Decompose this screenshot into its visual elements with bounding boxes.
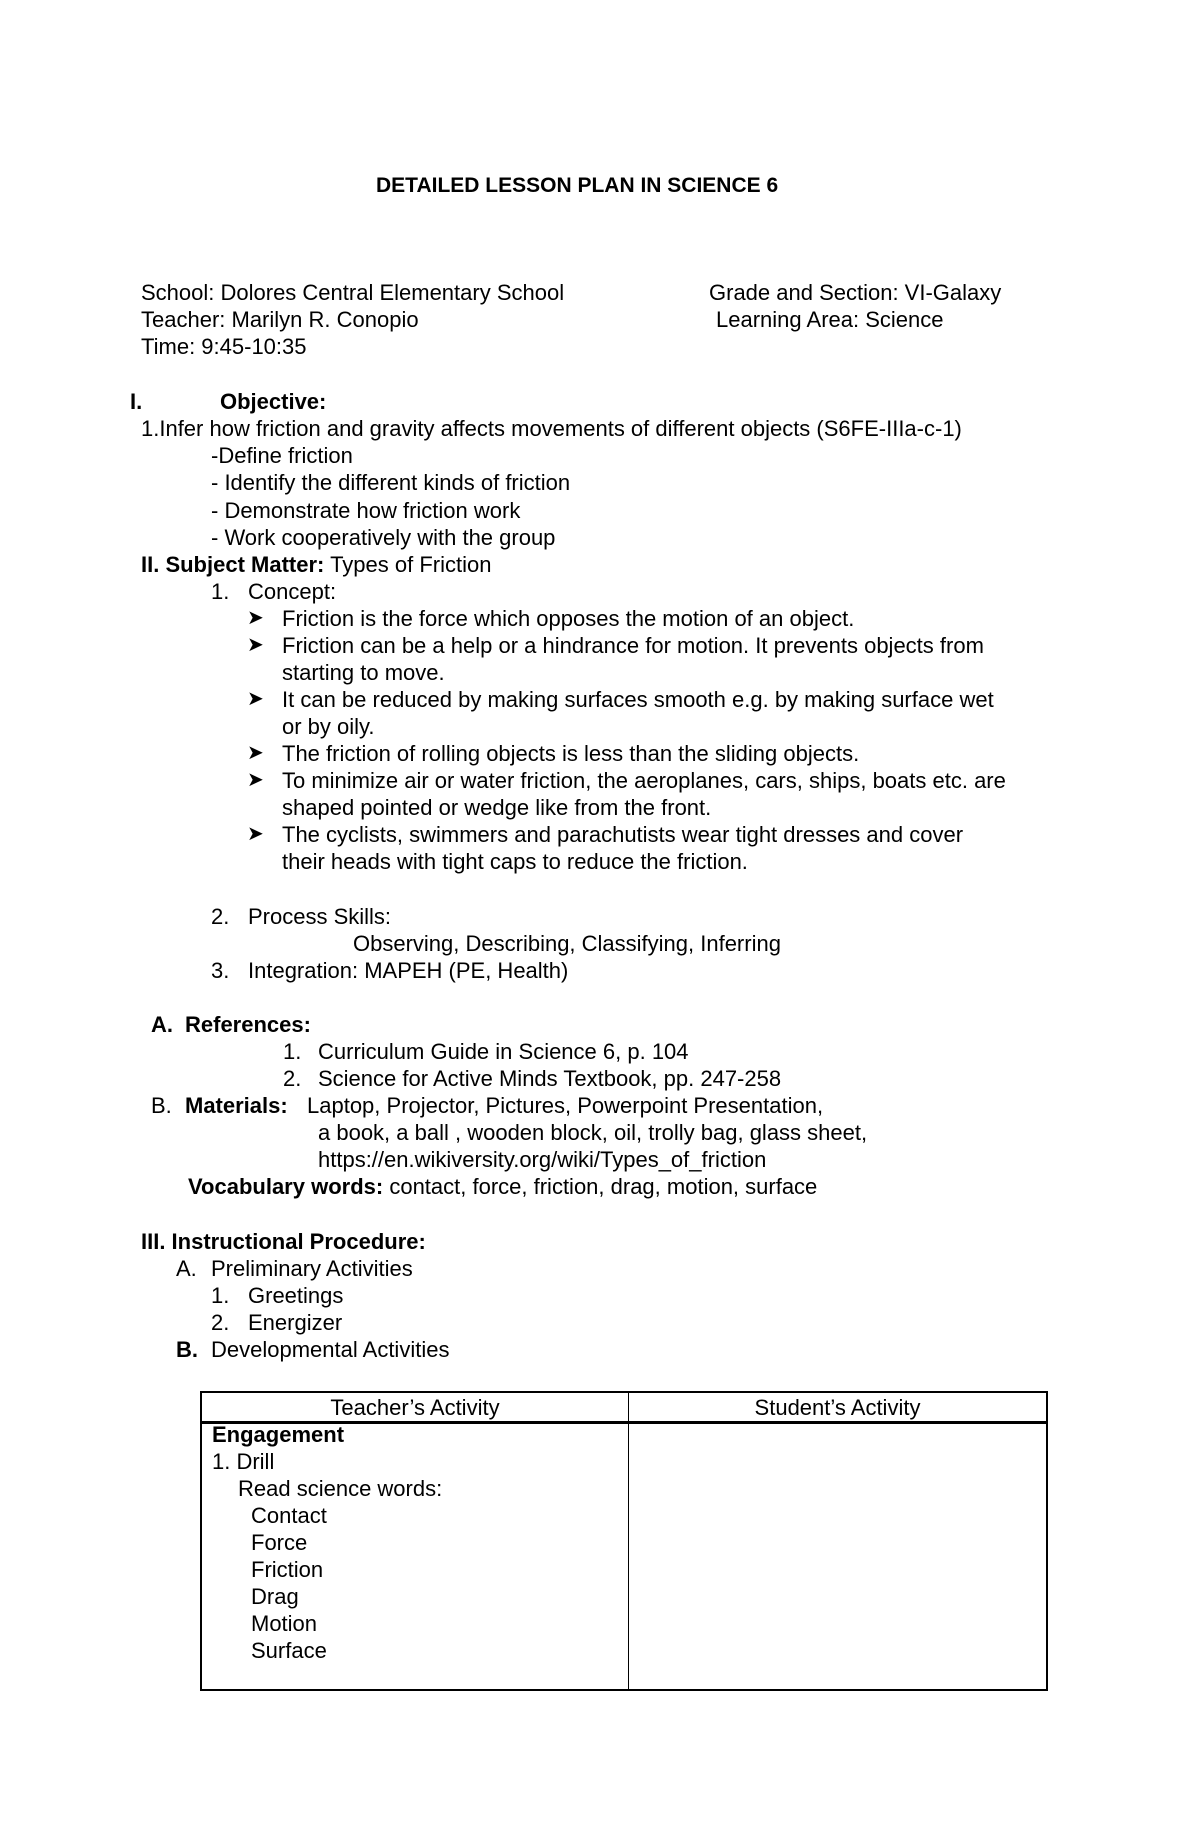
arrow-bullet-icon: ➤ xyxy=(247,823,264,845)
student-activity-header: Student’s Activity xyxy=(754,1395,921,1420)
engagement-heading: Engagement xyxy=(212,1422,345,1447)
science-word: Friction xyxy=(251,1557,324,1582)
references-heading: References: xyxy=(185,1012,311,1037)
concept-line: The friction of rolling objects is less than the sliding objects. xyxy=(282,741,860,766)
arrow-bullet-icon: ➤ xyxy=(247,742,264,764)
document-title: DETAILED LESSON PLAN IN SCIENCE 6 xyxy=(376,174,779,197)
drill-instruction: Read science words: xyxy=(238,1476,443,1501)
vocabulary-line xyxy=(188,1173,817,1200)
science-word: Contact xyxy=(251,1503,327,1528)
vocabulary-heading: Vocabulary words: xyxy=(188,1174,384,1199)
reference-item: Science for Active Minds Textbook, pp. 247-258 xyxy=(318,1066,782,1091)
concept-line: or by oily. xyxy=(282,714,375,739)
objective-item: -Define friction xyxy=(211,443,353,468)
concept-line: Friction is the force which opposes the motion of an object. xyxy=(282,606,855,631)
process-skills-label: Process Skills: xyxy=(248,904,392,929)
preliminary-number: 1. xyxy=(211,1283,230,1308)
arrow-bullet-icon: ➤ xyxy=(247,607,264,629)
objective-heading: Objective: xyxy=(220,389,327,414)
reference-number: 2. xyxy=(283,1066,302,1091)
materials-line: Laptop, Projector, Pictures, Powerpoint Presentation, xyxy=(307,1093,824,1118)
concept-line: Friction can be a help or a hindrance for motion. It prevents objects from xyxy=(282,633,984,658)
arrow-bullet-icon: ➤ xyxy=(247,634,264,656)
preliminary-item: Greetings xyxy=(248,1283,344,1308)
reference-number: 1. xyxy=(283,1039,302,1064)
arrow-bullet-icon: ➤ xyxy=(247,769,264,791)
teacher-activity-header: Teacher’s Activity xyxy=(330,1395,500,1420)
procedure-heading: III. Instructional Procedure: xyxy=(141,1229,426,1254)
preliminary-item: Energizer xyxy=(248,1310,343,1335)
preliminary-number: 2. xyxy=(211,1310,230,1335)
subject-matter-heading: II. Subject Matter: xyxy=(141,552,325,577)
objective-item: - Demonstrate how friction work xyxy=(211,498,521,523)
preliminary-label: Preliminary Activities xyxy=(211,1256,413,1281)
grade-section-field: Grade and Section: VI-Galaxy xyxy=(709,280,1002,305)
process-skills-value: Observing, Describing, Classifying, Inferring xyxy=(353,931,781,956)
references-letter: A. xyxy=(151,1012,173,1037)
concept-line: their heads with tight caps to reduce the friction. xyxy=(282,849,748,874)
school-field: School: Dolores Central Elementary School xyxy=(141,280,565,305)
developmental-label: Developmental Activities xyxy=(211,1337,450,1362)
vocabulary-value: contact, force, friction, drag, motion, surface xyxy=(389,1174,818,1199)
integration-label: Integration: MAPEH (PE, Health) xyxy=(248,958,569,983)
concept-line: starting to move. xyxy=(282,660,445,685)
science-word: Force xyxy=(251,1530,308,1555)
science-word: Drag xyxy=(251,1584,299,1609)
teacher-field: Teacher: Marilyn R. Conopio xyxy=(141,307,419,332)
objective-item: - Identify the different kinds of friction xyxy=(211,470,571,495)
developmental-letter: B. xyxy=(176,1337,198,1362)
concept-label: Concept: xyxy=(248,579,337,604)
materials-link[interactable]: https://en.wikiversity.org/wiki/Types_of_friction xyxy=(318,1147,767,1172)
objective-main: 1.Infer how friction and gravity affects movements of different objects (S6FE-IIIa-c-1) xyxy=(141,416,962,441)
arrow-bullet-icon: ➤ xyxy=(247,688,264,710)
materials-letter: B. xyxy=(151,1093,172,1118)
drill-label: 1. Drill xyxy=(212,1449,275,1474)
materials-line: a book, a ball , wooden block, oil, trolly bag, glass sheet, xyxy=(318,1120,868,1145)
concept-line: To minimize air or water friction, the aeroplanes, cars, ships, boats etc. are xyxy=(282,768,1006,793)
learning-area-field: Learning Area: Science xyxy=(716,307,944,332)
table-divider xyxy=(628,1393,629,1689)
time-field: Time: 9:45-10:35 xyxy=(141,334,307,359)
integration-number: 3. xyxy=(211,958,230,983)
concept-line: shaped pointed or wedge like from the front. xyxy=(282,795,712,820)
concept-line: The cyclists, swimmers and parachutists wear tight dresses and cover xyxy=(282,822,964,847)
preliminary-letter: A. xyxy=(176,1256,197,1281)
reference-item: Curriculum Guide in Science 6, p. 104 xyxy=(318,1039,689,1064)
objective-item: - Work cooperatively with the group xyxy=(211,525,556,550)
subject-matter-value: Types of Friction xyxy=(330,552,492,577)
concept-number: 1. xyxy=(211,579,230,604)
science-word: Motion xyxy=(251,1611,318,1636)
objective-numeral: I. xyxy=(130,389,143,414)
activity-table xyxy=(200,1391,1048,1691)
subject-matter-line xyxy=(141,551,491,578)
concept-line: It can be reduced by making surfaces smooth e.g. by making surface wet xyxy=(282,687,994,712)
process-skills-number: 2. xyxy=(211,904,230,929)
science-word: Surface xyxy=(251,1638,327,1663)
materials-heading: Materials: xyxy=(185,1093,288,1118)
